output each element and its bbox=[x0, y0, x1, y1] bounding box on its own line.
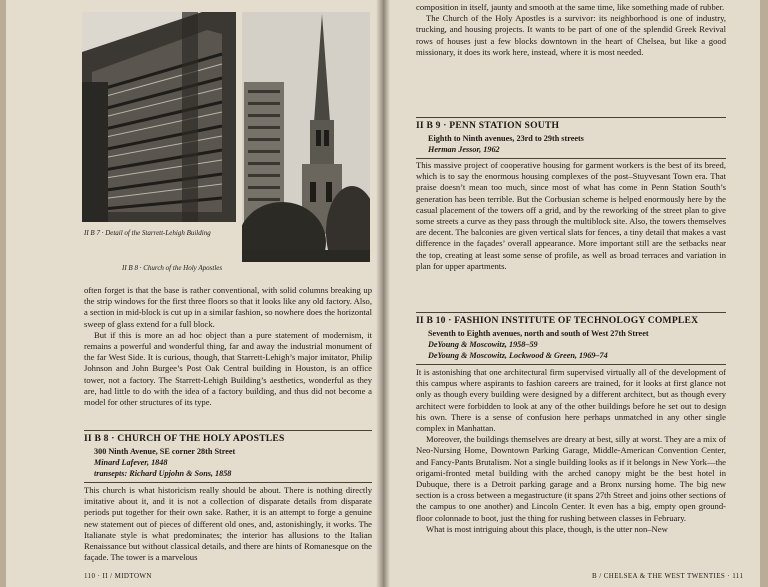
page-folio-left: 110 · II / MIDTOWN bbox=[84, 572, 152, 580]
page-edge bbox=[760, 0, 768, 587]
entry-details-fit bbox=[428, 328, 734, 361]
paragraph: often forget is that the base is rather conventional, with solid columns breaking up the strip windows for the first three floors so that it looks like any old factory. Also, a section in mid-block is cut up in a similar fashion, so nowhere does the horizontal sweep of glass extend for a full block. bbox=[84, 285, 372, 329]
entry-architect: Minard Lafever, 1848 bbox=[94, 458, 168, 467]
entry-heading-penn-station-south: II B 9 · PENN STATION SOUTH bbox=[416, 120, 560, 131]
paragraph: Moreover, the buildings themselves are dreary at best, silly at worst. They are a mix of Neo-Nursing Home, Downtown Parking Garage, Middle-American Convention Center, and Fancy-Pants Brutalism. Not a single building looks as if it belongs in New York—the origami-fronted metal building with the arched canopy might be the best hotel in Dubuque, there is a Detroit parking garage and a Bronx nursing home. The big new section is a cross between a megastructure (it spans 27th Street and joins other sections of the campus to one another) and Lincoln Center. It even has a big, empty open ground-floor colonnade to boot, just the thing for rushing between classes in February. bbox=[416, 434, 726, 523]
holy-apostles-photo bbox=[242, 12, 370, 262]
entry-address: 300 Ninth Avenue, SE corner 28th Street bbox=[94, 447, 236, 456]
starrett-lehigh-photo bbox=[82, 12, 236, 222]
page-folio-right: B / CHELSEA & THE WEST TWENTIES · 111 bbox=[592, 572, 744, 580]
divider bbox=[84, 482, 372, 483]
paragraph: composition in itself, jaunty and smooth at the same time, like something made of rubber. bbox=[416, 2, 725, 12]
entry-heading-holy-apostles: II B 8 · CHURCH OF THE HOLY APOSTLES bbox=[84, 433, 285, 444]
right-body-fit bbox=[416, 367, 726, 535]
right-body-top bbox=[416, 2, 726, 58]
paragraph: What is most intriguing about this place, though, is the utter non–New bbox=[426, 523, 668, 534]
paragraph: But if this is more an ad hoc object than a pure statement of modernism, it remains a powerful and wonderful thing, far and away the industrial monument of the far West Side. It is curious, though, that Starrett-Lehigh’s major imitator, Philip Johnson and John Burgee’s Post Oak Central building in Houston, is an office tower, not a factory. The Starrett-Lehigh Building’s aesthetics, wonderful as they are, had little to do with the idea of a factory building, and thus did not become a model for other structures of its type. bbox=[84, 329, 372, 408]
entry-address: Seventh to Eighth avenues, north and south of West 27th Street bbox=[428, 329, 649, 338]
divider bbox=[416, 117, 726, 118]
paragraph: This church is what historicism really should be about. There is nothing directly imitative about it, and it is not a collection of disparate details from disparate periods put together for their own sake. Rather, it is an attempt to forge a genuine new statement out of pieces of different old ones, and, astonishingly, it works. The Italianate style is what predominates; the interior has allusions to the Italian Renaissance but without classical details, and there are hints of Romanesque on the façade. The tower is a marvelous bbox=[84, 485, 372, 563]
left-page bbox=[0, 0, 382, 587]
paragraph: It is astonishing that one architectural firm supervised virtually all of the development of this campus where aspirants to fashion careers are trained, for it looks at first glance not only as though every building were designed by a different architect, but as though every architect were forbidden to look at any of the other buildings before he set out to design his own. There is a sense of confusion here perhaps unmatched in any other single complex in Manhattan. bbox=[416, 367, 726, 434]
photo-caption-holy-apostles: II B 8 · Church of the Holy Apostles bbox=[122, 264, 223, 272]
page-edge bbox=[0, 0, 6, 587]
book-gutter bbox=[376, 0, 390, 587]
right-body-penn-station bbox=[416, 160, 726, 272]
entry-architect: Herman Jessor, 1962 bbox=[428, 145, 500, 154]
paragraph: The Church of the Holy Apostles is a survivor: its neighborhood is one of industry, trucking, and housing projects. It wants to be part of one of the splendid Greek Revival rows of houses just a few blocks downtown in the heart of Chelsea, but like a good missionary, it does its work here, instead, where it is most needed. bbox=[416, 13, 726, 57]
entry-architect: DeYoung & Moscowitz, 1958–59 bbox=[428, 340, 538, 349]
divider bbox=[84, 430, 372, 431]
divider bbox=[416, 364, 726, 365]
left-body-top bbox=[84, 285, 372, 408]
entry-address: Eighth to Ninth avenues, 23rd to 29th streets bbox=[428, 134, 584, 143]
left-body-bottom bbox=[84, 485, 372, 563]
entry-architect: DeYoung & Moscowitz, Lockwood & Green, 1969–74 bbox=[428, 351, 608, 360]
paragraph: This massive project of cooperative housing for garment workers is the best of its breed, which is to say the enormous housing complexes of the post–Stuyvesant Town era. That praise doesn’t mean too much, since most of what has come in Penn Station South’s generation has been terrible. But the Corbusian scheme is helped enormously here by the casual placement of the towers off a grid, and by the reworking of the street plan to give some streets a curve as they pass through the multiblock site. Also, the towers themselves are decent. The balconies are given vertical slats for fences, a tiny detail that makes a vast difference in the façades’ overall appearance. More important still are the setbacks near the top, creating at least some sense of profile, as well as broad terraces and variation in plan for upper apartments. bbox=[416, 160, 726, 271]
entry-details-penn-station-south bbox=[428, 133, 728, 155]
entry-architect: transepts: Richard Upjohn & Sons, 1858 bbox=[94, 469, 232, 478]
entry-heading-fit: II B 10 · FASHION INSTITUTE OF TECHNOLOGY COMPLEX bbox=[416, 315, 699, 326]
divider bbox=[416, 312, 726, 313]
divider bbox=[416, 158, 726, 159]
right-page bbox=[382, 0, 768, 587]
photo-caption-starrett: II B 7 · Detail of the Starrett-Lehigh Building bbox=[84, 229, 211, 237]
entry-details-holy-apostles bbox=[94, 446, 374, 479]
